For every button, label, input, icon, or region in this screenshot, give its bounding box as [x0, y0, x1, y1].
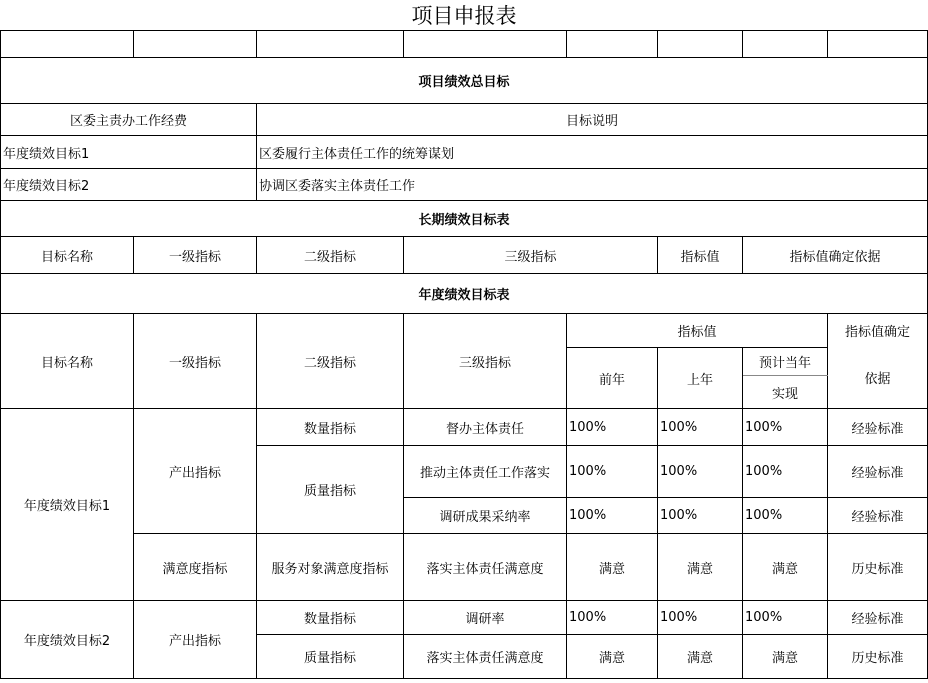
table-row — [1, 534, 928, 601]
prev-cell[interactable]: 满意 — [567, 534, 658, 601]
last-cell[interactable]: 100% — [658, 498, 743, 534]
est-cell[interactable]: 100% — [743, 446, 828, 498]
goal2-quality-indicator[interactable]: 质量指标 — [257, 635, 404, 679]
basis-cell[interactable]: 经验标准 — [828, 409, 928, 446]
empty-cell[interactable] — [567, 31, 658, 58]
lt-name-header: 目标名称 — [1, 237, 134, 274]
prev-cell[interactable]: 100% — [567, 446, 658, 498]
prev-cell[interactable]: 100% — [567, 498, 658, 534]
an-basis-header-2: 依据 — [828, 348, 928, 409]
goal2-output-indicator[interactable]: 产出指标 — [134, 601, 257, 679]
goal1-service-indicator[interactable]: 服务对象满意度指标 — [257, 534, 404, 601]
project-name-cell[interactable]: 区委主责办工作经费 — [1, 104, 257, 136]
goal2-quantity-indicator[interactable]: 数量指标 — [257, 601, 404, 635]
basis-cell[interactable]: 历史标准 — [828, 635, 928, 679]
annual-heading: 年度绩效目标表 — [1, 274, 928, 314]
an-value-header: 指标值 — [567, 314, 828, 348]
lt-l2-header: 二级指标 — [257, 237, 404, 274]
an-l3-header: 三级指标 — [404, 314, 567, 409]
l3-cell[interactable]: 推动主体责任工作落实 — [404, 446, 567, 498]
prev-cell[interactable]: 满意 — [567, 635, 658, 679]
report-table — [0, 30, 928, 679]
l3-cell[interactable]: 落实主体责任满意度 — [404, 635, 567, 679]
goal-label-cell[interactable]: 年度绩效目标1 — [1, 136, 257, 169]
l3-cell[interactable]: 调研率 — [404, 601, 567, 635]
empty-cell[interactable] — [404, 31, 567, 58]
an-est-header-2: 实现 — [743, 376, 828, 409]
est-cell[interactable]: 满意 — [743, 534, 828, 601]
goal-label-cell[interactable]: 年度绩效目标2 — [1, 169, 257, 201]
an-basis-header: 指标值确定 — [828, 314, 928, 348]
l3-cell[interactable]: 落实主体责任满意度 — [404, 534, 567, 601]
table-row — [1, 601, 928, 635]
overall-heading: 项目绩效总目标 — [1, 58, 928, 104]
empty-cell[interactable] — [257, 31, 404, 58]
empty-cell[interactable] — [743, 31, 828, 58]
goal2-label[interactable]: 年度绩效目标2 — [1, 601, 134, 679]
empty-cell[interactable] — [658, 31, 743, 58]
an-l2-header: 二级指标 — [257, 314, 404, 409]
last-cell[interactable]: 100% — [658, 446, 743, 498]
goal1-output-indicator[interactable]: 产出指标 — [134, 409, 257, 534]
est-cell[interactable]: 100% — [743, 409, 828, 446]
basis-cell[interactable]: 历史标准 — [828, 534, 928, 601]
est-cell[interactable]: 满意 — [743, 635, 828, 679]
goal-desc-cell[interactable]: 区委履行主体责任工作的统筹谋划 — [257, 136, 928, 169]
lt-basis-header: 指标值确定依据 — [743, 237, 928, 274]
empty-row — [1, 31, 928, 58]
goal1-quantity-indicator[interactable]: 数量指标 — [257, 409, 404, 446]
basis-cell[interactable]: 经验标准 — [828, 446, 928, 498]
l3-cell[interactable]: 督办主体责任 — [404, 409, 567, 446]
lt-l1-header: 一级指标 — [134, 237, 257, 274]
an-last-header: 上年 — [658, 348, 743, 409]
sheet-title: 项目申报表 — [411, 4, 517, 28]
last-cell[interactable]: 满意 — [658, 635, 743, 679]
empty-cell[interactable] — [134, 31, 257, 58]
lt-l3-header: 三级指标 — [404, 237, 658, 274]
an-name-header: 目标名称 — [1, 314, 134, 409]
prev-cell[interactable]: 100% — [567, 601, 658, 635]
long-term-heading: 长期绩效目标表 — [1, 201, 928, 237]
goal-desc-cell[interactable]: 协调区委落实主体责任工作 — [257, 169, 928, 201]
an-prev-header: 前年 — [567, 348, 658, 409]
lt-value-header: 指标值 — [658, 237, 743, 274]
est-cell[interactable]: 100% — [743, 498, 828, 534]
last-cell[interactable]: 100% — [658, 601, 743, 635]
basis-cell[interactable]: 经验标准 — [828, 498, 928, 534]
basis-cell[interactable]: 经验标准 — [828, 601, 928, 635]
desc-header-cell: 目标说明 — [257, 104, 928, 136]
est-cell[interactable]: 100% — [743, 601, 828, 635]
goal1-satisfaction-indicator[interactable]: 满意度指标 — [134, 534, 257, 601]
last-cell[interactable]: 满意 — [658, 534, 743, 601]
an-est-header: 预计当年 — [743, 348, 828, 376]
goal1-label[interactable]: 年度绩效目标1 — [1, 409, 134, 601]
goal1-quality-indicator[interactable]: 质量指标 — [257, 446, 404, 534]
empty-cell[interactable] — [828, 31, 928, 58]
l3-cell[interactable]: 调研成果采纳率 — [404, 498, 567, 534]
prev-cell[interactable]: 100% — [567, 409, 658, 446]
empty-cell[interactable] — [1, 31, 134, 58]
an-l1-header: 一级指标 — [134, 314, 257, 409]
last-cell[interactable]: 100% — [658, 409, 743, 446]
table-row — [1, 409, 928, 446]
